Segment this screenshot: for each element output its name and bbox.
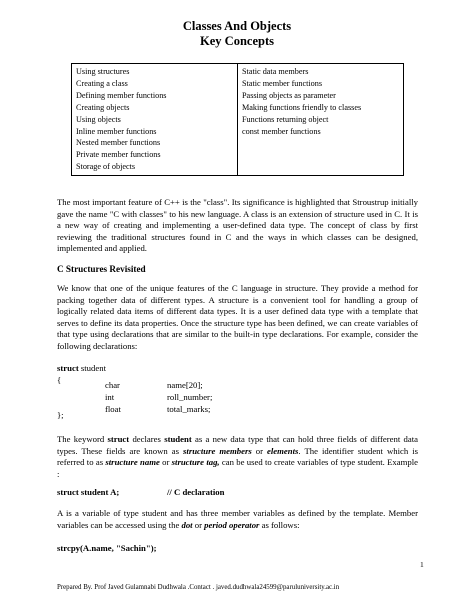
topic-item: Inline member functions xyxy=(76,126,157,136)
topic-item: Using objects xyxy=(76,114,121,124)
field-name: roll_number; xyxy=(167,392,213,402)
struct-keyword: struct xyxy=(57,363,79,373)
open-brace: { xyxy=(57,375,62,385)
topic-item: Private member functions xyxy=(76,150,161,160)
struct-declaration-line xyxy=(57,363,106,375)
document-subtitle: Key Concepts xyxy=(200,34,274,48)
term-structure-members: structure members xyxy=(183,445,252,456)
document-title: Classes And Objects xyxy=(182,19,292,33)
field-name: total_marks; xyxy=(167,404,211,414)
struct-keyword: struct xyxy=(107,434,130,444)
close-brace: }; xyxy=(57,410,64,420)
topic-item: Nested member functions xyxy=(76,138,161,148)
topic-item: Functions returning object xyxy=(242,114,329,124)
field-type: float xyxy=(105,404,121,414)
page-number: 1 xyxy=(420,560,424,569)
field-type: char xyxy=(105,380,120,390)
page-footer: Prepared By. Prof Javed Gulamnabi Dudhwala .Contact . javed.dudhwala24599@paruluniversity.ac.in xyxy=(57,584,340,591)
topics-left-column xyxy=(72,64,238,176)
field-name: name[20]; xyxy=(167,380,203,390)
term-structure-tag: structure tag, xyxy=(171,457,220,467)
topics-right-column xyxy=(238,64,404,176)
topic-item: const member functions xyxy=(242,126,321,136)
dot-operator-paragraph: A is a variable of type student and has three member variables as defined by the template. Member variables can be accessed using the dot or period operator as follows: xyxy=(57,508,418,530)
key-concepts-table xyxy=(71,63,404,176)
topic-item: Creating a class xyxy=(76,78,128,88)
topic-item: Creating objects xyxy=(76,102,130,112)
structures-paragraph: We know that one of the unique features of the C language in structure. They provide a method for packing together data of different types. A structure is a convenient tool for handling a group of logically related data items of different data types. It is a user defined data type with a template that serves to define its data properties. Once the structure type has been defined, we can create variables of that type using declarations that are similar to the built-in type declarations. For example, consider the following declarations: xyxy=(57,283,418,351)
variable-declaration: struct student A; xyxy=(57,487,120,497)
topic-item: Using structures xyxy=(76,67,130,76)
field-type: int xyxy=(105,392,115,402)
topic-item: Passing objects as parameter xyxy=(242,90,336,100)
topic-item: Static data members xyxy=(242,67,309,76)
term-structure-name: structure name xyxy=(105,457,160,467)
intro-paragraph: The most important feature of C++ is the "class". Its significance is highlighted that Stroustrup initially gave the name "C with classes" to his new language. A class is an extension of structure used in C. It is a new way of creating and implementing a user-defined data type. The concept of class by first reviewing the traditional structures found in C and the ways in which classes can be designed, implemented and applied. xyxy=(57,197,418,253)
strcpy-statement: strcpy(A.name, "Sachin"); xyxy=(57,543,157,553)
topic-item: Storage of objects xyxy=(76,162,136,172)
keyword-paragraph: The keyword struct declares student as a new data type that can hold three fields of different data types. These fields are known as structure members or elements. The identifier student which is referred to as structure name or structure tag, can be used to create variables of type student. Example : xyxy=(57,434,418,479)
topic-item: Making functions friendly to classes xyxy=(242,102,362,112)
section-heading: C Structures Revisited xyxy=(57,264,146,274)
term-elements: elements xyxy=(267,445,299,456)
topic-item: Static member functions xyxy=(242,78,323,88)
topic-item: Defining member functions xyxy=(76,90,167,100)
student-keyword: student xyxy=(164,434,192,444)
term-dot: dot xyxy=(181,519,193,530)
struct-name: student xyxy=(78,363,106,373)
declaration-comment: // C declaration xyxy=(167,487,225,497)
term-period-operator: period operator xyxy=(204,519,260,530)
